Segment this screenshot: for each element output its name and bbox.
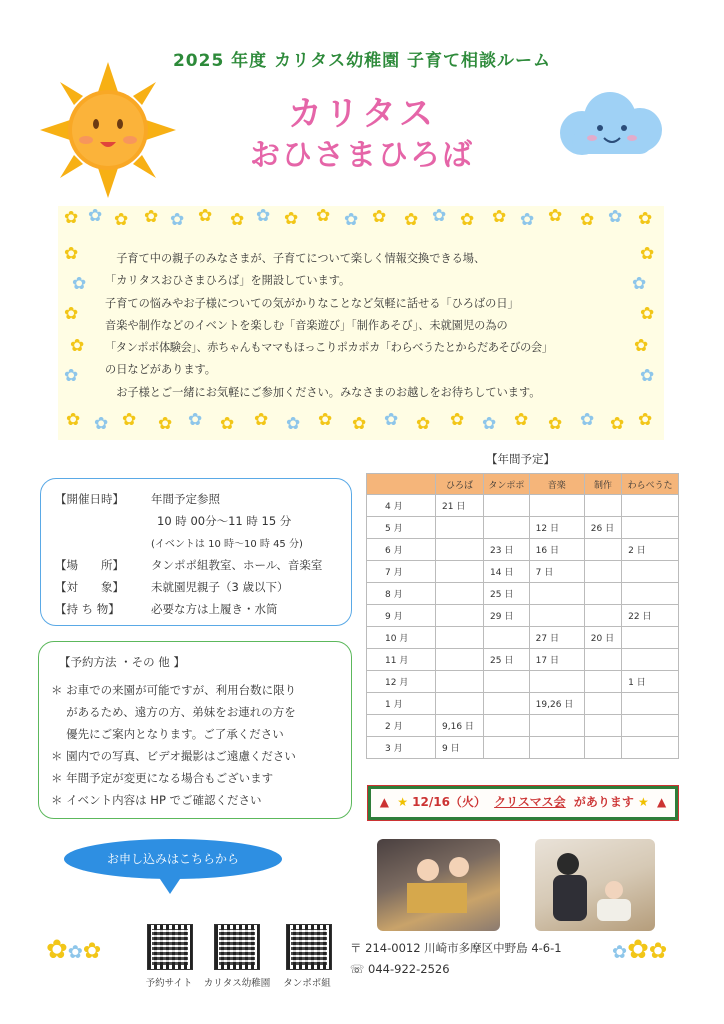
date-cell: [484, 715, 530, 737]
column-header: ひろば: [436, 474, 484, 495]
date-cell: [436, 627, 484, 649]
flower-icon: ✿: [64, 304, 79, 324]
note-line: ＊ イベント内容は HP でご確認ください: [51, 793, 262, 807]
table-row: [367, 517, 679, 539]
table-row: [367, 605, 679, 627]
date-cell: 1 日: [622, 671, 679, 693]
tree-icon: ▲: [657, 795, 667, 809]
date-cell: [484, 693, 530, 715]
date-cell: [529, 737, 584, 759]
date-cell: [436, 671, 484, 693]
flower-icon: ✿: [384, 410, 399, 430]
date-cell: [436, 605, 484, 627]
month-cell: 11 月: [367, 649, 436, 671]
place-label: 【場 所】: [55, 558, 124, 572]
date-cell: [584, 649, 621, 671]
flower-icon: ✿: [64, 366, 79, 386]
date-cell: [622, 693, 679, 715]
date-cell: [529, 715, 584, 737]
qr-code-reservation[interactable]: [147, 924, 193, 970]
telephone: [350, 962, 450, 976]
flower-icon: ✿: [230, 210, 245, 230]
target-value: 未就園児親子（3 歳以下）: [151, 580, 289, 594]
flower-icon: ✿: [170, 210, 185, 230]
date-cell: [484, 517, 530, 539]
date-cell: 27 日: [529, 627, 584, 649]
flower-icon: ✿: [114, 210, 129, 230]
intro-text: [105, 248, 635, 404]
date-cell: [529, 583, 584, 605]
flower-icon: ✿: [220, 414, 235, 434]
flower-icon: ✿: [580, 210, 595, 230]
flower-icon: ✿: [640, 304, 655, 324]
date-cell: [584, 539, 621, 561]
date-cell: [622, 737, 679, 759]
apply-bubble: [64, 839, 282, 879]
apply-bubble-text: お申し込みはこちらから: [106, 852, 239, 866]
date-cell: 22 日: [622, 605, 679, 627]
annual-schedule-table: [366, 473, 679, 759]
flower-icon: ✿: [122, 410, 137, 430]
intro-line: 音楽や制作などのイベントを楽しむ「音楽遊び」「制作あそび」、未就園児の為の: [105, 318, 508, 332]
qr-code-kindergarten[interactable]: [214, 924, 260, 970]
date-cell: [436, 561, 484, 583]
date-cell: [584, 495, 621, 517]
date-cell: 19,26 日: [529, 693, 584, 715]
flower-icon: ✿: [254, 410, 269, 430]
intro-line: お子様とご一緒にお気軽にご参加ください。みなさまのお越しをお待ちしています。: [105, 385, 541, 399]
table-row: [367, 737, 679, 759]
note-line: があるため、遠方の方、弟妹をお連れの方を: [51, 705, 296, 719]
qr-label-tanpopo: タンポポ組: [283, 978, 331, 989]
date-cell: 25 日: [484, 649, 530, 671]
date-cell: 14 日: [484, 561, 530, 583]
column-header: 音楽: [529, 474, 584, 495]
star-icon: ★: [638, 795, 649, 809]
flower-icon: ✿: [198, 206, 213, 226]
date-cell: [584, 737, 621, 759]
month-cell: 12 月: [367, 671, 436, 693]
place-value: タンポポ組教室、ホール、音楽室: [151, 558, 323, 572]
date-cell: [584, 561, 621, 583]
schedule-label: 【年間予定】: [486, 452, 555, 466]
title-line-2: おひさまひろば: [250, 138, 474, 173]
flower-icon: ✿: [632, 274, 647, 294]
date-cell: [436, 693, 484, 715]
date-cell: 29 日: [484, 605, 530, 627]
table-row: [367, 583, 679, 605]
flower-icon: ✿: [640, 244, 655, 264]
flower-icon: ✿: [640, 366, 655, 386]
date-cell: 26 日: [584, 517, 621, 539]
star-icon: ★: [397, 795, 408, 809]
flower-icon: ✿: [416, 414, 431, 434]
table-row: [367, 671, 679, 693]
notes-title: 【予約方法 ・その 他 】: [59, 655, 185, 669]
table-row: [367, 693, 679, 715]
flower-icon: ✿: [372, 207, 387, 227]
table-header-row: [367, 474, 679, 495]
date-cell: 25 日: [484, 583, 530, 605]
date-cell: [622, 495, 679, 517]
month-cell: 9 月: [367, 605, 436, 627]
date-cell: [584, 715, 621, 737]
dandelion-illustration: ✿✿✿: [46, 935, 102, 965]
qr-label-reservation: 予約サイト: [145, 978, 193, 989]
christmas-banner: [367, 785, 679, 821]
date-cell: [529, 605, 584, 627]
month-cell: 1 月: [367, 693, 436, 715]
table-row: [367, 627, 679, 649]
flower-icon: ✿: [158, 414, 173, 434]
date-cell: 9 日: [436, 737, 484, 759]
dandelion-illustration: ✿✿✿: [612, 935, 668, 965]
items-label: 【持 ち 物】: [55, 602, 120, 616]
qr-label-kindergarten: カリタス幼稚園: [203, 978, 271, 989]
date-cell: [584, 583, 621, 605]
reservation-notes-box: [38, 641, 352, 819]
date-cell: [622, 627, 679, 649]
flower-icon: ✿: [284, 209, 299, 229]
table-row: [367, 649, 679, 671]
date-cell: [436, 649, 484, 671]
date-cell: [622, 561, 679, 583]
flower-icon: ✿: [404, 210, 419, 230]
table-row: [367, 495, 679, 517]
flower-icon: ✿: [460, 210, 475, 230]
flower-icon: ✿: [316, 206, 331, 226]
table-row: [367, 561, 679, 583]
date-cell: [484, 495, 530, 517]
address: [350, 940, 562, 956]
page-subtitle: 2025 年度 カリタス幼稚園 子育て相談ルーム: [172, 51, 552, 71]
intro-line: 「カリタスおひさまひろば」を開設しています。: [105, 274, 351, 288]
flower-icon: ✿: [88, 206, 103, 226]
christmas-event: クリスマス会: [494, 795, 566, 809]
flower-icon: ✿: [70, 336, 85, 356]
date-cell: [484, 671, 530, 693]
date-cell: [584, 605, 621, 627]
flower-icon: ✿: [634, 336, 649, 356]
photo-children-playing: [377, 839, 500, 931]
note-line: 優先にご案内となります。ご了承ください: [51, 727, 284, 741]
date-cell: [436, 517, 484, 539]
title-line-1: カリタス: [288, 94, 436, 134]
flower-icon: ✿: [638, 209, 653, 229]
column-header: 制作: [584, 474, 621, 495]
flower-icon: ✿: [514, 410, 529, 430]
time-value: 10 時 00分～11 時 15 分: [157, 514, 292, 528]
month-cell: 2 月: [367, 715, 436, 737]
date-cell: 12 日: [529, 517, 584, 539]
date-cell: [584, 693, 621, 715]
date-cell: [622, 517, 679, 539]
flower-icon: ✿: [450, 410, 465, 430]
date-label: 【開催日時】: [55, 492, 124, 506]
date-cell: 21 日: [436, 495, 484, 517]
date-cell: [484, 627, 530, 649]
flower-icon: ✿: [344, 210, 359, 230]
flower-icon: ✿: [608, 207, 623, 227]
flower-icon: ✿: [256, 206, 271, 226]
month-cell: 10 月: [367, 627, 436, 649]
flower-icon: ✿: [94, 414, 109, 434]
date-cell: 17 日: [529, 649, 584, 671]
tree-icon: ▲: [379, 795, 389, 809]
flower-icon: ✿: [492, 207, 507, 227]
flower-icon: ✿: [188, 410, 203, 430]
intro-line: の日などがあります。: [105, 363, 216, 377]
note-line: ＊ 園内での写真、ビデオ撮影はご遠慮ください: [51, 749, 296, 763]
date-cell: [529, 671, 584, 693]
address-text: 214-0012 川崎市多摩区中野島 4-6-1: [365, 941, 562, 955]
table-row: [367, 715, 679, 737]
date-cell: 16 日: [529, 539, 584, 561]
table-row: [367, 539, 679, 561]
flower-icon: ✿: [64, 208, 79, 228]
flower-icon: ✿: [352, 414, 367, 434]
phone-icon: ☏: [350, 962, 365, 976]
christmas-tail: があります: [573, 795, 634, 809]
date-cell: 23 日: [484, 539, 530, 561]
date-cell: 7 日: [529, 561, 584, 583]
month-cell: 8 月: [367, 583, 436, 605]
date-cell: [436, 539, 484, 561]
date-cell: [584, 671, 621, 693]
flower-icon: ✿: [432, 206, 447, 226]
qr-code-tanpopo[interactable]: [286, 924, 332, 970]
phone-number[interactable]: 044-922-2526: [368, 962, 450, 976]
intro-line: 「タンポポ体験会」、赤ちゃんもママもほっこりポカポカ「わらべうたとからだあそびの会」: [105, 341, 553, 355]
month-cell: 7 月: [367, 561, 436, 583]
date-cell: 2 日: [622, 539, 679, 561]
target-label: 【対 象】: [55, 580, 124, 594]
intro-line: 子育ての悩みやお子様についての気がかりなことなど気軽に話せる「ひろばの日」: [105, 296, 519, 310]
note-line: ＊ 年間予定が変更になる場合もございます: [51, 771, 274, 785]
note-line: ＊ お車での来園が可能ですが、利用台数に限り: [51, 683, 297, 697]
month-cell: 3 月: [367, 737, 436, 759]
date-cell: 9,16 日: [436, 715, 484, 737]
flower-icon: ✿: [548, 414, 563, 434]
date-cell: [529, 495, 584, 517]
flower-icon: ✿: [520, 210, 535, 230]
flower-icon: ✿: [482, 414, 497, 434]
flower-icon: ✿: [638, 410, 653, 430]
flower-icon: ✿: [318, 410, 333, 430]
column-header: わらべうた: [622, 474, 679, 495]
photo-mother-child: [535, 839, 655, 931]
intro-line: 子育て中の親子のみなさまが、子育てについて楽しく情報交換できる場、: [105, 252, 486, 265]
flower-icon: ✿: [580, 410, 595, 430]
month-cell: 5 月: [367, 517, 436, 539]
christmas-date: 12/16（火）: [412, 795, 486, 809]
date-cell: [622, 649, 679, 671]
column-header: タンポポ: [484, 474, 530, 495]
date-cell: [622, 583, 679, 605]
flower-icon: ✿: [64, 244, 79, 264]
flower-icon: ✿: [548, 206, 563, 226]
date-cell: [622, 715, 679, 737]
bubble-tail: [158, 876, 182, 894]
items-value: 必要な方は上履き・水筒: [151, 602, 278, 616]
month-cell: 6 月: [367, 539, 436, 561]
flower-icon: ✿: [72, 274, 87, 294]
date-cell: [436, 583, 484, 605]
event-info-box: [40, 478, 352, 626]
column-header: [367, 474, 436, 495]
month-cell: 4 月: [367, 495, 436, 517]
flower-icon: ✿: [66, 410, 81, 430]
flower-icon: ✿: [144, 207, 159, 227]
date-cell: 20 日: [584, 627, 621, 649]
date-cell: [484, 737, 530, 759]
event-time: (イベントは 10 時～10 時 45 分): [151, 539, 303, 550]
flower-icon: ✿: [610, 414, 625, 434]
postal-icon: 〒: [350, 941, 362, 955]
date-value: 年間予定参照: [151, 492, 220, 506]
flower-icon: ✿: [286, 414, 301, 434]
